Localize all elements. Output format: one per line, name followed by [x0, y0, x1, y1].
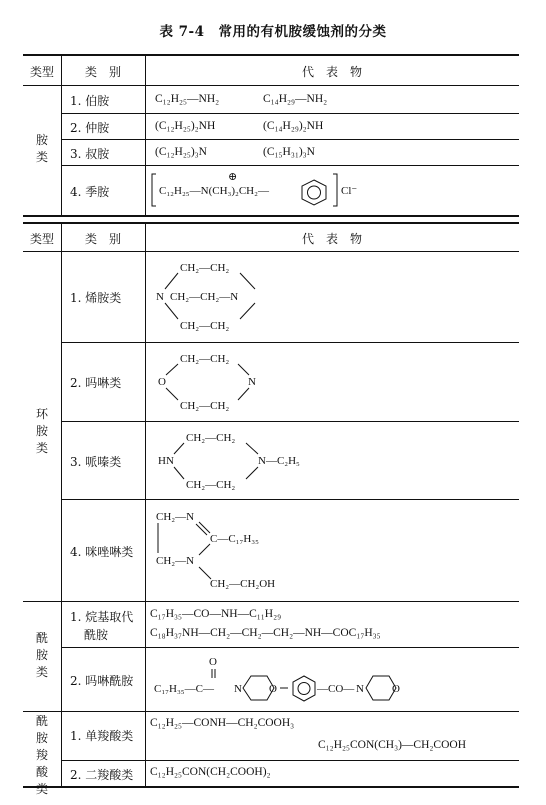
atom-label: O — [269, 683, 277, 695]
group-amide-carboxylic-acids: 酰胺羧酸类 — [35, 714, 48, 796]
atom-label: C—C₁₇H₃₅ — [210, 533, 259, 545]
sub-monocarboxylic: 1. 单羧酸类 — [70, 729, 134, 743]
atom-label: CH₂—N — [156, 511, 195, 523]
benzene-ring — [293, 676, 315, 701]
header-representative: 代 表 物 — [301, 65, 362, 79]
double-bond — [199, 522, 210, 533]
morpholine-amide-structure — [150, 650, 430, 708]
sub-alkyl-amides-line2: 酰胺 — [84, 628, 109, 642]
bond — [174, 443, 184, 454]
bond — [246, 443, 258, 454]
benzene-ring — [302, 180, 326, 205]
bond — [166, 388, 178, 400]
rule — [61, 760, 519, 761]
bond — [199, 567, 211, 579]
sub-tertiary-amine: 3. 叔胺 — [70, 147, 110, 161]
header-category: 类 别 — [84, 65, 121, 79]
rule — [61, 647, 519, 648]
header-representative: 代 表 物 — [301, 232, 362, 246]
atom-label: CH₂—N — [156, 555, 195, 567]
rule — [23, 85, 519, 86]
bond — [165, 273, 178, 289]
aromatic-circle — [298, 683, 310, 695]
atom-label: N — [156, 291, 164, 303]
formula: (C₁₂H₂₅)₃N — [155, 146, 207, 158]
charge-plus: ⊕ — [228, 171, 238, 183]
formula: C₁₂H₂₅—CONH—CH₂COOH₃ — [150, 717, 295, 729]
bond — [240, 273, 255, 289]
rule — [61, 421, 519, 422]
atom-label: —CO— — [317, 683, 355, 695]
rule-bottom — [23, 786, 519, 788]
rule-top — [23, 222, 519, 224]
header-type: 类型 — [29, 65, 54, 79]
bond — [199, 544, 210, 555]
formula: C₁₂H₂₅CON(CH₃)—CH₂COOH — [318, 739, 467, 751]
atom-label: CH₂—CH₂ — [180, 353, 230, 365]
atom-label: HN — [158, 455, 174, 467]
atom-label: CH₂—CH₂ — [180, 262, 230, 274]
atom-label: CH₂—CH₂OH — [210, 578, 276, 590]
morpholine-structure — [152, 346, 282, 418]
bond — [174, 467, 184, 479]
formula: C₁₈H₃₇NH—CH₂—CH₂—CH₂—NH—COC₁₇H₃₅ — [150, 627, 381, 639]
atom-label: N — [356, 683, 364, 695]
enamine-structure — [152, 255, 282, 339]
bond — [238, 388, 249, 400]
sub-secondary-amine: 2. 仲胺 — [70, 121, 110, 135]
chloride-label: Cl⁻ — [341, 185, 358, 197]
header-category: 类 别 — [84, 232, 121, 246]
sub-enamines: 1. 烯胺类 — [70, 291, 122, 305]
atom-label: CH₂—CH₂—N — [170, 291, 239, 303]
bracket-left — [152, 174, 156, 206]
rule — [23, 711, 519, 712]
rule — [61, 499, 519, 500]
piperazine-structure — [152, 425, 352, 497]
atom-label: CH₂—CH₂ — [186, 479, 236, 491]
sub-alkyl-amides: 1. 烷基取代 — [70, 610, 134, 624]
atom-label: CH₂—CH₂ — [186, 432, 236, 444]
bond — [166, 364, 178, 375]
atom-label: O — [158, 376, 166, 388]
rule — [23, 601, 519, 602]
double-bond — [196, 524, 207, 535]
quaternary-ammonium-structure — [150, 170, 380, 210]
atom-label: O — [209, 656, 217, 668]
rule — [61, 113, 519, 114]
formula: (C₁₂H₂₅)₂NH — [155, 120, 216, 132]
col-divider — [61, 222, 62, 786]
rule — [61, 165, 519, 166]
bond — [238, 364, 249, 375]
atom-label: C₁₇H₃₅—C— — [154, 683, 214, 695]
atom-label: CH₂—CH₂ — [180, 320, 230, 332]
atom-label: N — [234, 683, 242, 695]
table-title: 表 7-4 常用的有机胺缓蚀剂的分类 — [159, 24, 387, 40]
col-divider — [145, 222, 146, 786]
sub-morpholines: 2. 吗啉类 — [70, 376, 122, 390]
rule-top — [23, 54, 519, 56]
sub-piperazines: 3. 哌嗪类 — [70, 455, 122, 469]
formula: (C₁₅H₃₁)₃N — [263, 146, 315, 158]
header-type: 类型 — [29, 232, 54, 246]
atom-label: CH₂—CH₂ — [180, 400, 230, 412]
sub-primary-amine: 1. 伯胺 — [70, 94, 110, 108]
sub-morpholine-amide: 2. 吗啉酰胺 — [70, 674, 134, 688]
atom-label: O — [392, 683, 400, 695]
bond — [246, 467, 258, 479]
sub-quaternary-amine: 4. 季胺 — [70, 185, 110, 199]
formula: (C₁₄H₂₉)₂NH — [263, 120, 324, 132]
formula: C₁₂H₂₅—NH₂ — [155, 93, 220, 105]
bond — [165, 303, 178, 319]
rule-bottom — [23, 215, 519, 217]
formula: C₁₂H₂₅CON(CH₂COOH)₂ — [150, 766, 271, 778]
aromatic-circle — [308, 186, 321, 199]
bracket-right — [333, 174, 337, 206]
sub-dicarboxylic: 2. 二羧酸类 — [70, 768, 134, 782]
formula-label: C₁₂H₂₅—N(CH₃)₂CH₂— — [159, 185, 269, 197]
group-amides: 酰胺类 — [35, 631, 48, 679]
atom-label: N — [248, 376, 256, 388]
formula: C₁₄H₂₉—NH₂ — [263, 93, 328, 105]
rule — [61, 342, 519, 343]
group-amines: 胺类 — [35, 133, 48, 164]
formula: C₁₇H₃₅—CO—NH—C₁₁H₂₉ — [150, 608, 282, 620]
imidazoline-structure — [152, 503, 352, 597]
rule — [23, 251, 519, 252]
atom-label: N—C₂H₅ — [258, 455, 300, 467]
group-cyclic-amines: 环胺类 — [35, 407, 48, 455]
rule — [61, 139, 519, 140]
bond — [240, 303, 255, 319]
sub-imidazolines: 4. 咪唑啉类 — [70, 545, 134, 559]
